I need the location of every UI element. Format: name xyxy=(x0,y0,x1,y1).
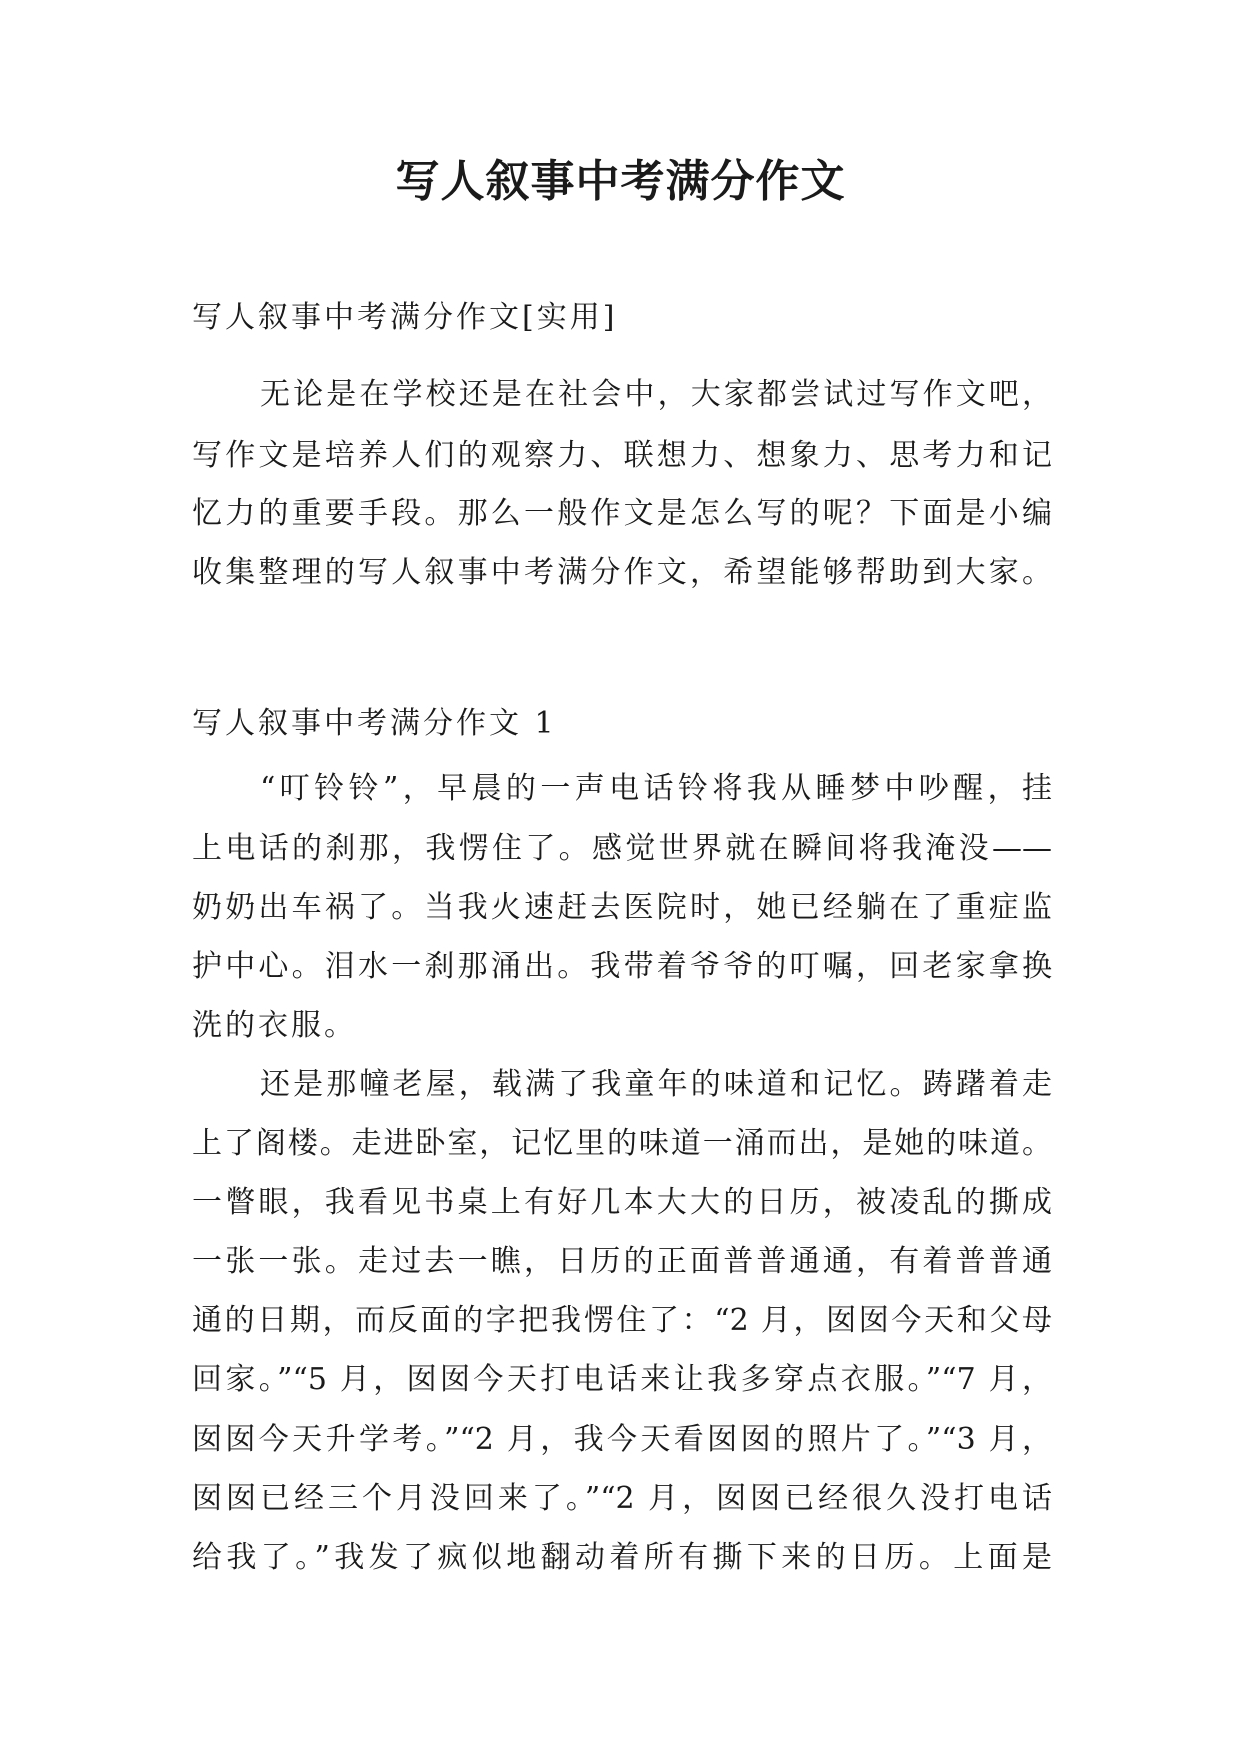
paragraph-line: 回家。”“5 月，囡囡今天打电话来让我多穿点衣服。”“7 月， xyxy=(192,1362,1052,1397)
section-heading: 写人叙事中考满分作文 1 xyxy=(192,706,557,741)
paragraph-line: 通的日期，而反面的字把我愣住了：“2 月，囡囡今天和父母 xyxy=(192,1303,1052,1338)
paragraph-line: “叮铃铃”，早晨的一声电话铃将我从睡梦中吵醒，挂 xyxy=(260,771,1052,806)
paragraph-line: 上了阁楼。走进卧室，记忆里的味道一涌而出，是她的味道。 xyxy=(192,1126,1052,1161)
paragraph-line: 囡囡今天升学考。”“2 月，我今天看囡囡的照片了。”“3 月， xyxy=(192,1422,1052,1457)
paragraph-line: 还是那幢老屋，载满了我童年的味道和记忆。踌躇着走 xyxy=(260,1067,1052,1102)
paragraph-line: 上电话的刹那，我愣住了。感觉世界就在瞬间将我淹没—— xyxy=(192,831,1052,866)
intro-line: 无论是在学校还是在社会中，大家都尝试过写作文吧， xyxy=(260,377,1052,412)
paragraph-line: 一张一张。走过去一瞧，日历的正面普普通通，有着普普通 xyxy=(192,1244,1052,1279)
document-subtitle: 写人叙事中考满分作文[实用] xyxy=(192,300,618,335)
paragraph-line: 囡囡已经三个月没回来了。”“2 月，囡囡已经很久没打电话 xyxy=(192,1481,1052,1516)
paragraph-line: 护中心。泪水一刹那涌出。我带着爷爷的叮嘱，回老家拿换 xyxy=(192,949,1052,984)
intro-line: 忆力的重要手段。那么一般作文是怎么写的呢？下面是小编 xyxy=(192,496,1052,531)
paragraph-line: 洗的衣服。 xyxy=(192,1008,357,1043)
document-title: 写人叙事中考满分作文 xyxy=(395,156,846,207)
intro-line: 写作文是培养人们的观察力、联想力、想象力、思考力和记 xyxy=(192,438,1052,473)
paragraph-line: 奶奶出车祸了。当我火速赶去医院时，她已经躺在了重症监 xyxy=(192,890,1052,925)
paragraph-line: 给我了。”我发了疯似地翻动着所有撕下来的日历。上面是 xyxy=(192,1540,1052,1575)
paragraph-line: 一瞥眼，我看见书桌上有好几本大大的日历，被凌乱的撕成 xyxy=(192,1185,1052,1220)
intro-line: 收集整理的写人叙事中考满分作文，希望能够帮助到大家。 xyxy=(192,555,1052,590)
